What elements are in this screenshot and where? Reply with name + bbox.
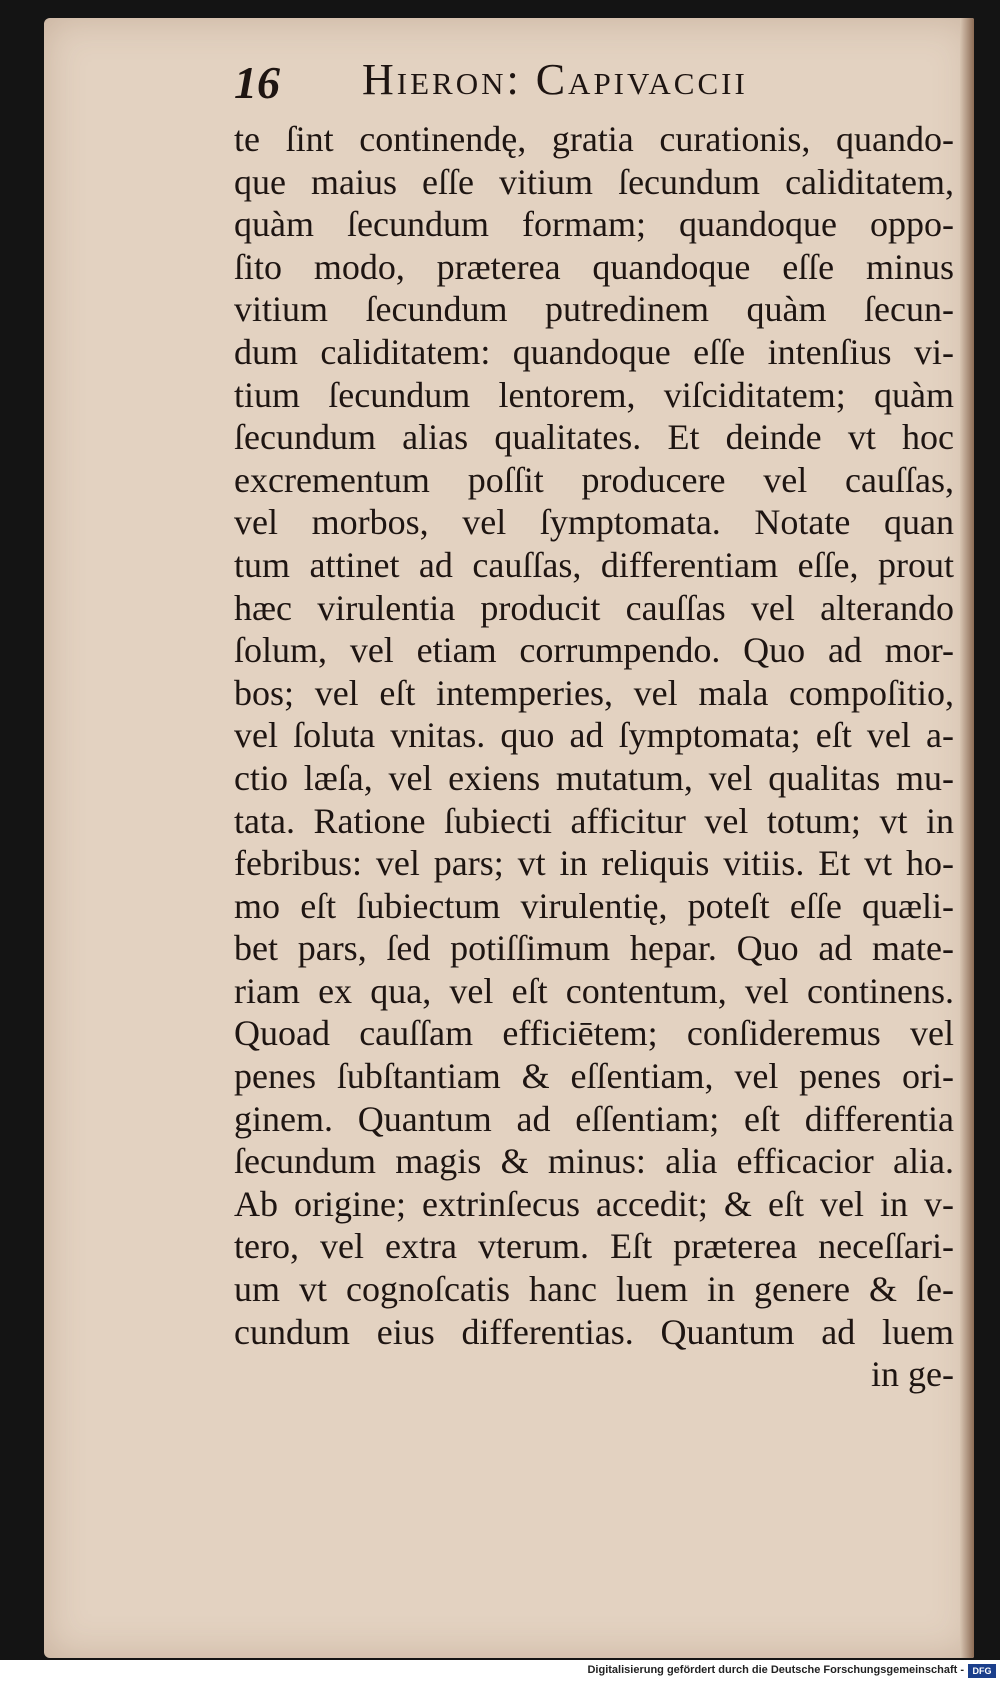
running-title: Hieron: Capivaccii <box>362 55 748 104</box>
catchword: in ge- <box>871 1354 954 1395</box>
text-line: hæc virulentia producit cauſſas vel alterando <box>234 587 954 628</box>
text-line: Ab origine; extrinſecus accedit; & eſt vel in v- <box>234 1183 954 1224</box>
text-line: penes ſubſtantiam & eſſentiam, vel penes ori- <box>234 1056 954 1097</box>
text-line: vel morbos, vel ſymptomata. Notate quan <box>234 502 954 543</box>
text-line: tero, vel extra vterum. Eſt præterea neceſſari- <box>234 1226 954 1267</box>
text-line: ſito modo, præterea quandoque eſſe minus <box>234 246 954 287</box>
text-line: que maius eſſe vitium ſecundum caliditatem, <box>234 161 954 202</box>
text-line: tum attinet ad cauſſas, differentiam eſſe, prout <box>234 544 954 585</box>
text-line: ſecundum magis & minus: alia efficacior alia. <box>234 1141 954 1182</box>
text-line: excrementum poſſit producere vel cauſſas, <box>234 459 954 500</box>
text-line: dum caliditatem: quandoque eſſe intenſius vi- <box>234 331 954 372</box>
book-page <box>44 18 974 1658</box>
text-line: ginem. Quantum ad eſſentiam; eſt differentia <box>234 1098 954 1139</box>
text-line: te ſint continendę, gratia curationis, quando- <box>234 119 954 159</box>
text-line: riam ex qua, vel eſt contentum, vel continens. <box>234 970 954 1011</box>
text-line: Quoad cauſſam efficiētem; conſideremus vel <box>234 1013 954 1054</box>
text-line: vitium ſecundum putredinem quàm ſecun- <box>234 289 954 330</box>
footer-bar <box>0 1660 1000 1683</box>
dfg-logo-icon: DFG <box>968 1664 996 1678</box>
text-line: um vt cognoſcatis hanc luem in genere & ſe- <box>234 1269 954 1310</box>
body-text <box>234 118 954 1396</box>
text-line: bet pars, ſed potiſſimum hepar. Quo ad mate- <box>234 928 954 969</box>
text-line: tium ſecundum lentorem, viſciditatem; quàm <box>234 374 954 415</box>
running-head <box>234 46 954 116</box>
funding-credit: Digitalisierung gefördert durch die Deutsche Forschungsgemeinschaft - <box>587 1664 964 1676</box>
page-edge <box>960 18 974 1658</box>
text-line: quàm ſecundum formam; quandoque oppo- <box>234 204 954 245</box>
text-line: cundum eius differentias. Quantum ad luem <box>234 1311 954 1352</box>
text-line: vel ſoluta vnitas. quo ad ſymptomata; eſt vel a- <box>234 715 954 756</box>
text-line: tata. Ratione ſubiecti afficitur vel totum; vt in <box>234 800 954 841</box>
page-number: 16 <box>234 57 280 108</box>
text-line: febribus: vel pars; vt in reliquis vitiis. Et vt ho- <box>234 843 954 884</box>
text-line: ctio læſa, vel exiens mutatum, vel qualitas mu- <box>234 757 954 798</box>
text-line: bos; vel eſt intemperies, vel mala compoſitio, <box>234 672 954 713</box>
text-line: ſecundum alias qualitates. Et deinde vt hoc <box>234 417 954 458</box>
text-line: ſolum, vel etiam corrumpendo. Quo ad mor- <box>234 630 954 671</box>
text-line: mo eſt ſubiectum virulentię, poteſt eſſe quæli- <box>234 885 954 926</box>
